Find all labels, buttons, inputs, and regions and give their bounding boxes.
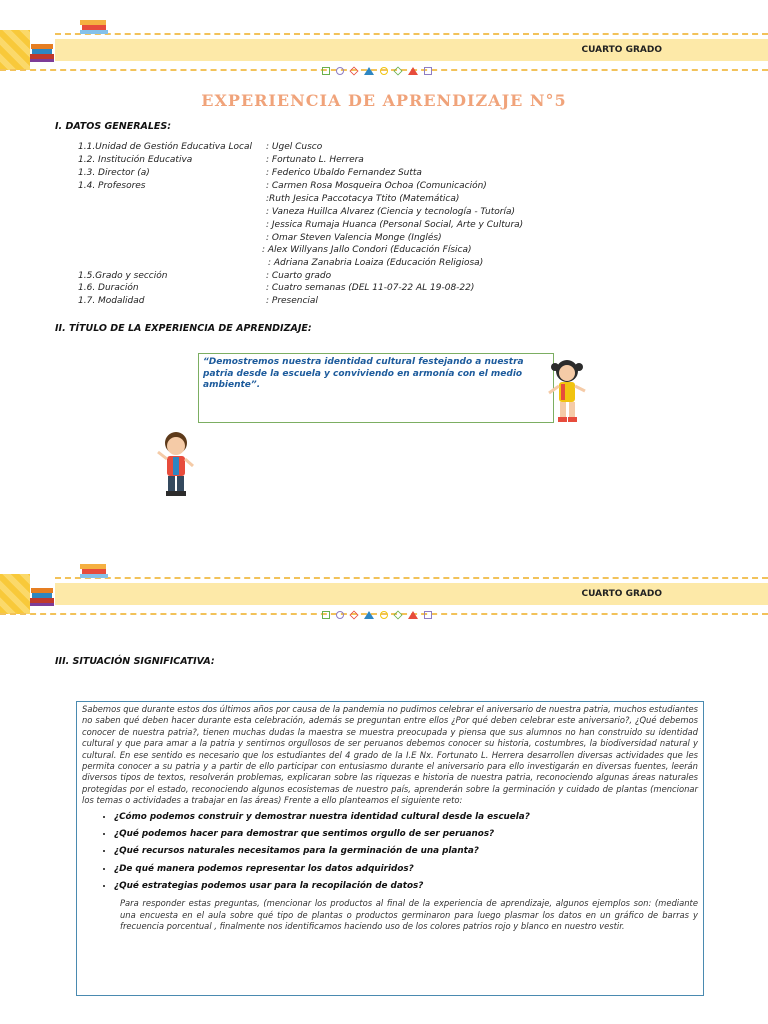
grade-label: CUARTO GRADO — [581, 45, 662, 55]
row-value: : Fortunato L. Herrera — [266, 155, 364, 165]
diamond-icon — [393, 610, 402, 619]
teacher-line: : Vaneza Huillca Alvarez (Ciencia y tecnología - Tutoría) — [266, 207, 515, 217]
square-icon — [424, 611, 432, 619]
triangle-icon — [408, 67, 418, 75]
square-icon — [322, 67, 330, 75]
books-icon — [28, 584, 56, 608]
closing-paragraph: Para responder estas preguntas, (mencionar los productos al final de la experiencia de aprendizaje, algunos ejemplos son: (mediante una encuesta en el aula sobre qué tipo de plantas o productos germinaron para luego plasmar los datos en un gráfico de barras y frecuencia porcentual , finalmente nos identificamos haciendo uso de los colores patrios rojo y blanco en nuestro vestir. — [120, 898, 698, 931]
diamond-icon — [349, 610, 358, 619]
diamond-icon — [393, 66, 402, 75]
teacher-line: : Alex Willyans Jallo Condori (Educación Física) — [262, 245, 472, 255]
shape-row — [322, 611, 432, 619]
books-icon-top — [78, 18, 110, 36]
data-row — [78, 181, 266, 191]
teacher-line: :Ruth Jesica Paccotacya Ttito (Matemática) — [266, 194, 460, 204]
circle-icon — [380, 611, 388, 619]
row-label: 1.2. Institución Educativa — [78, 155, 193, 165]
data-row — [78, 271, 266, 281]
data-row — [78, 283, 266, 293]
page-title: EXPERIENCIA DE APRENDIZAJE N°5 — [201, 91, 567, 110]
row-label: 1.4. Profesores — [78, 181, 146, 191]
section-heading-titulo: II. TÍTULO DE LA EXPERIENCIA DE APRENDIZAJE: — [55, 323, 312, 334]
data-row — [78, 155, 266, 165]
experience-title-text: “Demostremos nuestra identidad cultural festejando a nuestra patria desde la escuela y conviviendo en armonía con el medio ambiente”. — [203, 357, 524, 390]
books-icon-top — [78, 562, 110, 580]
row-value: : Cuatro semanas (DEL 11-07-22 AL 19-08-22) — [266, 283, 475, 293]
triangle-icon — [364, 611, 374, 619]
page-header — [0, 562, 768, 642]
data-row — [78, 296, 266, 306]
header-pattern — [0, 30, 30, 70]
list-item: • ¿Qué podemos hacer para demostrar que sentimos orgullo de ser peruanos? — [114, 829, 698, 839]
situation-box — [76, 701, 704, 996]
row-label: 1.6. Duración — [78, 283, 139, 293]
teacher-line: : Adriana Zanabria Loaiza (Educación Religiosa) — [268, 258, 484, 268]
diamond-icon — [349, 66, 358, 75]
grade-label: CUARTO GRADO — [581, 589, 662, 599]
row-value: : Federico Ubaldo Fernandez Sutta — [266, 168, 422, 178]
page-header — [0, 18, 768, 98]
row-value: : Ugel Cusco — [266, 142, 323, 152]
books-icon — [28, 40, 56, 64]
header-pattern — [0, 574, 30, 614]
circle-icon — [336, 67, 344, 75]
question-list — [82, 812, 698, 891]
list-item: • ¿De qué manera podemos representar los datos adquiridos? — [114, 864, 698, 874]
circle-icon — [336, 611, 344, 619]
teacher-line: : Jessica Rumaja Huanca (Personal Social, Arte y Cultura) — [266, 220, 524, 230]
square-icon — [322, 611, 330, 619]
row-value: : Carmen Rosa Mosqueira Ochoa (Comunicación) — [266, 181, 487, 191]
data-row — [78, 142, 266, 152]
situation-paragraph: Sabemos que durante estos dos últimos años por causa de la pandemia no pudimos celebrar el aniversario de nuestra patria, muchos estudiantes no saben qué deben hacer durante esta celebración, además se preguntan entre ellos ¿Por qué deben celebrar este aniversario?, ¿Qué debemos conocer de nuestra patria?, tienen muchas dudas la maestra se muestra preocupada y piensa que sus alumnos no han construido su identidad cultural y que para amar a la patria y sentirnos orgullosos de ser peruanos debemos conocer su historia, costumbres, la biodiversidad natural y cultural. En ese sentido es necesario que los estudiantes del 4 grado de la I.E Nx. Fortunato L. Herrera desarrollen diversas actividades que les permita conocer a su patria y a partir de ello participar con entusiasmo durante el aniversario para ello investigarán en diversas fuentes, leerán diversos tipos de textos, resolverán problemas, explicaran sobre las riquezas e historia de nuestra patria, reconociendo algunas áreas naturales protegidas por el estado, reconociendo algunos ecosistemas de nuestro país, aprenderán sobre la germinación y cuidado de plantas (mencionar los temas o actividades a trabajar en las áreas) Frente a ello planteamos el siguiente reto: — [82, 704, 699, 806]
triangle-icon — [364, 67, 374, 75]
row-label: 1.3. Director (a) — [78, 168, 150, 178]
girl-illustration — [545, 355, 590, 427]
triangle-icon — [408, 611, 418, 619]
section-heading-datos: I. DATOS GENERALES: — [55, 121, 172, 132]
row-label: 1.7. Modalidad — [78, 296, 145, 306]
row-label: 1.5.Grado y sección — [78, 271, 168, 281]
row-label: 1.1.Unidad de Gestión Educativa Local — [78, 142, 252, 152]
row-value: : Cuarto grado — [266, 271, 332, 281]
experience-title-box — [198, 353, 554, 423]
row-value: : Presencial — [266, 296, 318, 306]
circle-icon — [380, 67, 388, 75]
shape-row — [322, 67, 432, 75]
square-icon — [424, 67, 432, 75]
section-heading-situacion: III. SITUACIÓN SIGNIFICATIVA: — [55, 656, 215, 667]
list-item: • ¿Qué estrategias podemos usar para la recopilación de datos? — [114, 881, 698, 891]
boy-illustration — [155, 428, 197, 500]
list-item: • ¿Qué recursos naturales necesitamos para la germinación de una planta? — [114, 846, 698, 856]
teacher-line: : Omar Steven Valencia Monge (Inglés) — [266, 233, 442, 243]
list-item: • ¿Cómo podemos construir y demostrar nuestra identidad cultural desde la escuela? — [114, 812, 698, 822]
data-row — [78, 168, 266, 178]
